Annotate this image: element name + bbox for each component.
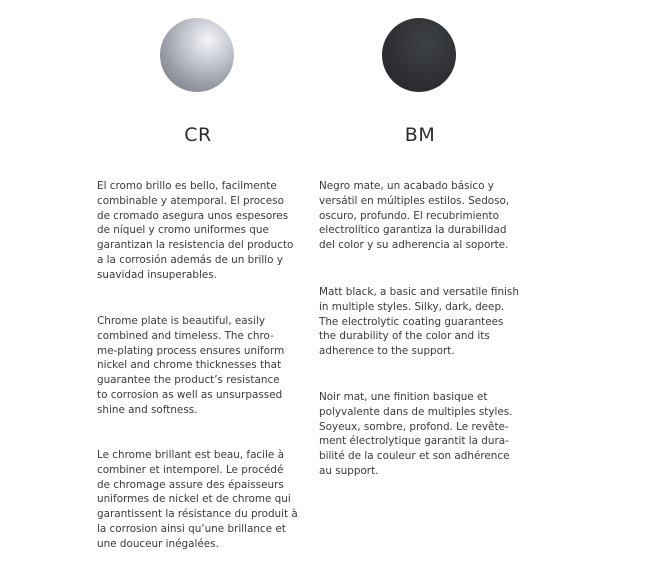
chrome-swatch — [160, 18, 234, 92]
bm-description-fr: Noir mat, une finition basique et polyvalente dans de multiples styles. Soyeux, sombre, profond. Le revête- ment électrolytique garantit la dura- bilité de la couleur et son adhérence au support. — [319, 391, 513, 477]
finish-code-cr: CR — [184, 124, 212, 146]
bm-description-es: Negro mate, un acabado básico y versátil en múltiples estilos. Sedoso, oscuro, profundo. El recubrimiento electrolítico garantiza la durabilidad del color y su adherencia al soporte. — [319, 180, 510, 252]
matt-black-swatch — [382, 18, 456, 92]
cr-description-en: Chrome plate is beautiful, easily combined and timeless. The chro- me-plating process ensures uniform nickel and chrome thicknesses that guarantee the product’s resistance to corrosion as well as unsurpassed shine and softness. — [97, 315, 285, 416]
cr-description-es: El cromo brillo es bello, facilmente combinable y atemporal. El proceso de cromado asegura unos espesores de níquel y cromo uniformes que garantizan la resistencia del producto a la corrosión además de un brillo y suavidad insuperables. — [97, 180, 294, 281]
finish-code-bm: BM — [404, 124, 436, 146]
bm-description-en: Matt black, a basic and versatile finish in multiple styles. Silky, dark, deep. The electrolytic coating guarantees the durability of the color and its adherence to the support. — [319, 286, 519, 358]
cr-description-fr: Le chrome brillant est beau, facile à combiner et intemporel. Le procédé de chromage assure des épaisseurs uniformes de nickel et de chrome qui garantissent la résistance du produit à la corrosion ainsi qu’une brillance et une douceur inégalées. — [97, 449, 298, 550]
